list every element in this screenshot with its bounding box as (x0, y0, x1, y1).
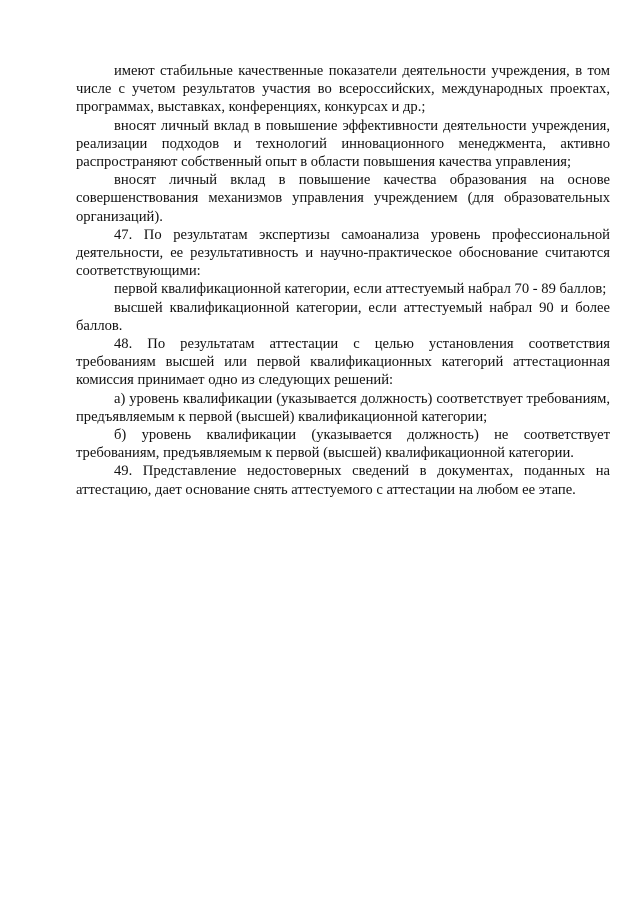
paragraph-item-47: 47. По результатам экспертизы самоанализа уровень профессиональной деятельности, ее результативность и научно-практическое обоснование считаются соответствующими: (76, 226, 610, 280)
paragraph-highest-category: высшей квалификационной категории, если аттестуемый набрал 90 и более баллов. (76, 299, 610, 334)
paragraph-decision-a: а) уровень квалификации (указывается должность) соответствует требованиям, предъявляемым к первой (высшей) квалификационной категории; (76, 390, 610, 425)
paragraph-item-48: 48. По результатам аттестации с целью установления соответствия требованиям высшей или первой квалификационных категорий аттестационная комиссия принимает одно из следующих решений: (76, 336, 610, 389)
paragraph-decision-b: б) уровень квалификации (указывается должность) не соответствует требованиям, предъявляемым к первой (высшей) квалификационной категории. (76, 427, 610, 462)
paragraph-education-quality: вносят личный вклад в повышение качества образования на основе совершенствования механизмов управления учреждением (для образовательных организаций). (76, 172, 610, 225)
paragraph-first-category: первой квалификационной категории, если аттестуемый набрал 70 - 89 баллов; (114, 281, 607, 298)
document-page (76, 62, 610, 499)
paragraph-stable-indicators: имеют стабильные качественные показатели деятельности учреждения, в том числе с учетом результатов участия во всероссийских, международных проектах, программах, выставках, конференциях, конкурсах и др.; (76, 63, 610, 116)
paragraph-efficiency-contribution: вносят личный вклад в повышение эффективности деятельности учреждения, реализации подходов и технологий инновационного менеджмента, активно распространяют собственный опыт в области повышения качества управления; (76, 117, 610, 171)
paragraph-item-49: 49. Представление недостоверных сведений в документах, поданных на аттестацию, дает основание снять аттестуемого с аттестации на любом ее этапе. (76, 463, 610, 498)
